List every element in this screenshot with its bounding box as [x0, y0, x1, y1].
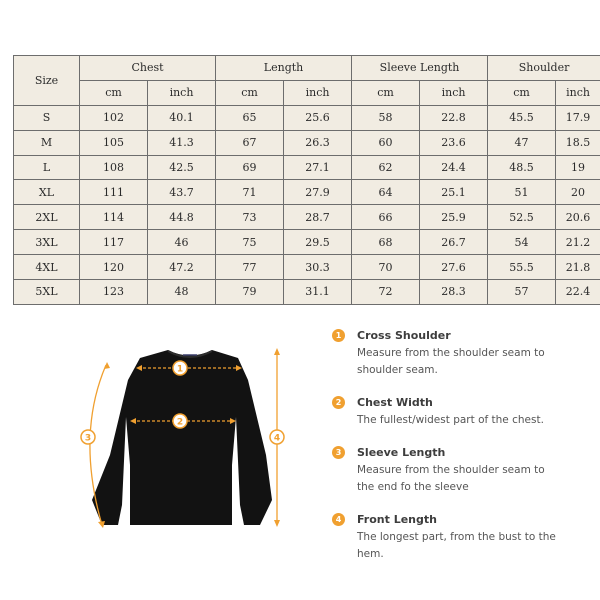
guide-description: Measure from the shoulder seam to shoulder seam. — [357, 347, 545, 376]
arrowhead-icon — [274, 520, 280, 527]
number-badge-icon: 2 — [332, 396, 345, 409]
unit-header: cm — [488, 80, 556, 105]
table-cell: 25.1 — [420, 180, 488, 205]
table-cell: 111 — [80, 180, 148, 205]
guide-item-cross-shoulder — [332, 326, 600, 379]
guide-description: The fullest/widest part of the chest. — [357, 414, 544, 426]
table-cell: 57 — [488, 280, 556, 305]
table-cell: 45.5 — [488, 105, 556, 130]
table-row — [14, 105, 600, 130]
table-cell: 44.8 — [148, 205, 216, 230]
unit-header: inch — [148, 80, 216, 105]
size-cell: 3XL — [14, 230, 80, 255]
marker-2-label: 2 — [176, 417, 184, 428]
table-cell: 21.8 — [556, 255, 600, 280]
table-cell: 26.3 — [284, 130, 352, 155]
table-cell: 123 — [80, 280, 148, 305]
table-cell: 52.5 — [488, 205, 556, 230]
table-cell: 62 — [352, 155, 420, 180]
unit-header: inch — [420, 80, 488, 105]
table-cell: 77 — [216, 255, 284, 280]
table-cell: 46 — [148, 230, 216, 255]
table-cell: 72 — [352, 280, 420, 305]
table-row — [14, 155, 600, 180]
table-cell: 31.1 — [284, 280, 352, 305]
table-cell: 29.5 — [284, 230, 352, 255]
table-cell: 117 — [80, 230, 148, 255]
table-cell: 25.9 — [420, 205, 488, 230]
table-cell: 43.7 — [148, 180, 216, 205]
table-cell: 71 — [216, 180, 284, 205]
table-cell: 20.6 — [556, 205, 600, 230]
size-cell: L — [14, 155, 80, 180]
table-cell: 23.6 — [420, 130, 488, 155]
table-cell: 120 — [80, 255, 148, 280]
marker-3-label: 3 — [84, 433, 92, 444]
sweater-shape — [92, 350, 272, 525]
table-cell: 22.8 — [420, 105, 488, 130]
marker-3 — [81, 430, 95, 444]
guide-description: Measure from the shoulder seam to the end fo the sleeve — [357, 464, 545, 493]
shoulder-column-header: Shoulder — [488, 56, 600, 81]
table-cell: 40.1 — [148, 105, 216, 130]
table-row — [14, 130, 600, 155]
table-cell: 108 — [80, 155, 148, 180]
table-cell: 60 — [352, 130, 420, 155]
table-cell: 17.9 — [556, 105, 600, 130]
table-cell: 54 — [488, 230, 556, 255]
table-cell: 114 — [80, 205, 148, 230]
table-cell: 25.6 — [284, 105, 352, 130]
arrowhead-icon — [98, 521, 105, 528]
sweater-measurement-illustration — [70, 335, 310, 540]
unit-header: cm — [80, 80, 148, 105]
marker-4-label: 4 — [273, 433, 281, 444]
marker-4 — [270, 430, 284, 444]
guide-title: Front Length — [357, 512, 437, 526]
unit-header: cm — [216, 80, 284, 105]
table-cell: 69 — [216, 155, 284, 180]
table-row — [14, 230, 600, 255]
unit-row — [14, 80, 600, 105]
table-cell: 24.4 — [420, 155, 488, 180]
table-cell: 47 — [488, 130, 556, 155]
guide-title: Cross Shoulder — [357, 328, 451, 342]
marker-1-label: 1 — [176, 364, 184, 375]
table-cell: 20 — [556, 180, 600, 205]
table-cell: 66 — [352, 205, 420, 230]
table-cell: 22.4 — [556, 280, 600, 305]
guide-item-front-length — [332, 510, 600, 563]
table-cell: 102 — [80, 105, 148, 130]
guide-title: Sleeve Length — [357, 445, 446, 459]
length-column-header: Length — [216, 56, 352, 81]
table-cell: 67 — [216, 130, 284, 155]
marker-2 — [173, 414, 187, 428]
arrowhead-icon — [104, 362, 110, 369]
chest-column-header: Chest — [80, 56, 216, 81]
table-cell: 21.2 — [556, 230, 600, 255]
table-cell: 68 — [352, 230, 420, 255]
size-column-header: Size — [14, 56, 80, 106]
size-cell: 2XL — [14, 205, 80, 230]
number-badge-icon: 1 — [332, 329, 345, 342]
table-cell: 55.5 — [488, 255, 556, 280]
table-cell: 79 — [216, 280, 284, 305]
sleeve-length-column-header: Sleeve Length — [352, 56, 488, 81]
guide-title: Chest Width — [357, 395, 433, 409]
table-cell: 26.7 — [420, 230, 488, 255]
number-badge-icon: 4 — [332, 513, 345, 526]
size-cell: 4XL — [14, 255, 80, 280]
unit-header: inch — [556, 80, 600, 105]
table-cell: 27.1 — [284, 155, 352, 180]
table-cell: 41.3 — [148, 130, 216, 155]
size-cell: 5XL — [14, 280, 80, 305]
table-cell: 105 — [80, 130, 148, 155]
size-chart-table — [13, 55, 600, 305]
table-row — [14, 280, 600, 305]
table-row — [14, 255, 600, 280]
table-cell: 75 — [216, 230, 284, 255]
table-cell: 48.5 — [488, 155, 556, 180]
table-row — [14, 180, 600, 205]
table-cell: 51 — [488, 180, 556, 205]
table-cell: 27.9 — [284, 180, 352, 205]
guide-item-sleeve-length — [332, 443, 600, 496]
size-cell: XL — [14, 180, 80, 205]
table-cell: 64 — [352, 180, 420, 205]
header-row — [14, 56, 600, 81]
table-cell: 18.5 — [556, 130, 600, 155]
guide-description: The longest part, from the bust to the hem. — [357, 531, 556, 560]
table-cell: 65 — [216, 105, 284, 130]
arrowhead-icon — [274, 348, 280, 355]
size-cell: M — [14, 130, 80, 155]
table-cell: 30.3 — [284, 255, 352, 280]
table-cell: 28.3 — [420, 280, 488, 305]
table-cell: 19 — [556, 155, 600, 180]
size-cell: S — [14, 105, 80, 130]
marker-1 — [173, 361, 187, 375]
table-cell: 58 — [352, 105, 420, 130]
table-cell: 73 — [216, 205, 284, 230]
guide-item-chest-width — [332, 393, 600, 429]
number-badge-icon: 3 — [332, 446, 345, 459]
unit-header: cm — [352, 80, 420, 105]
unit-header: inch — [284, 80, 352, 105]
table-cell: 70 — [352, 255, 420, 280]
table-row — [14, 205, 600, 230]
table-cell: 47.2 — [148, 255, 216, 280]
table-cell: 42.5 — [148, 155, 216, 180]
table-cell: 27.6 — [420, 255, 488, 280]
table-cell: 48 — [148, 280, 216, 305]
table-cell: 28.7 — [284, 205, 352, 230]
